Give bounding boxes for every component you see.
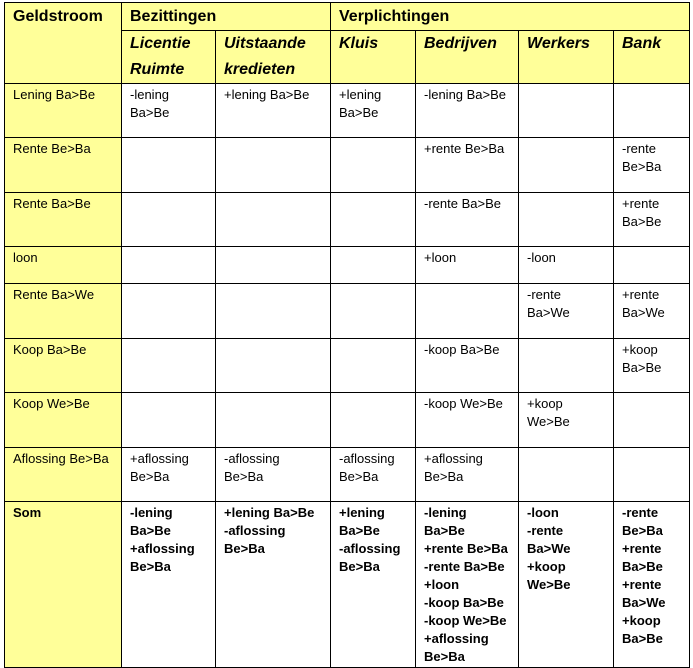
table-cell: -rente Ba>Be [416, 193, 519, 247]
table-cell [216, 339, 331, 393]
table-cell: -loon -rente Ba>We +koop We>Be [519, 502, 614, 668]
row-label: Koop We>Be [5, 393, 122, 448]
header-uitstaande-kredieten: Uitstaande kredieten [216, 31, 331, 84]
header-bezittingen: Bezittingen [122, 3, 331, 31]
header-bedrijven: Bedrijven [416, 31, 519, 84]
table-cell: -aflossing Be>Ba [331, 448, 416, 502]
table-cell: -lening Ba>Be +aflossing Be>Ba [122, 502, 216, 668]
header-kluis: Kluis [331, 31, 416, 84]
table-cell: -lening Ba>Be [122, 84, 216, 138]
table-cell [331, 193, 416, 247]
table-cell [216, 247, 331, 284]
table-cell: +lening Ba>Be [331, 84, 416, 138]
table-cell: +rente Ba>We [614, 284, 690, 339]
header-licentie-ruimte: Licentie Ruimte [122, 31, 216, 84]
table-cell [416, 284, 519, 339]
table-row [5, 138, 690, 193]
som-row [5, 502, 690, 668]
row-label: loon [5, 247, 122, 284]
table-cell: -rente Be>Ba [614, 138, 690, 193]
table-row [5, 339, 690, 393]
table-cell [614, 84, 690, 138]
table-cell [331, 393, 416, 448]
table-cell [216, 193, 331, 247]
table-cell: -aflossing Be>Ba [216, 448, 331, 502]
table-cell [122, 138, 216, 193]
row-label: Rente Be>Ba [5, 138, 122, 193]
header-verplichtingen: Verplichtingen [331, 3, 690, 31]
table-row [5, 284, 690, 339]
table-row [5, 448, 690, 502]
table-cell: +rente Ba>Be [614, 193, 690, 247]
table-cell [331, 247, 416, 284]
table-cell: +lening Ba>Be [216, 84, 331, 138]
table-cell [519, 193, 614, 247]
table-cell: +aflossing Be>Ba [416, 448, 519, 502]
table-cell [331, 284, 416, 339]
table-cell: -loon [519, 247, 614, 284]
table-cell: -koop We>Be [416, 393, 519, 448]
table-cell [122, 284, 216, 339]
table-cell: +loon [416, 247, 519, 284]
header-row-groups [5, 3, 690, 31]
header-bank: Bank [614, 31, 690, 84]
table-cell: -koop Ba>Be [416, 339, 519, 393]
table-cell: +aflossing Be>Ba [122, 448, 216, 502]
header-geldstroom: Geldstroom [5, 3, 122, 84]
table-cell: -lening Ba>Be +rente Be>Ba -rente Ba>Be +loon -koop Ba>Be -koop We>Be +aflossing Be>Ba [416, 502, 519, 668]
table-cell: +koop Ba>Be [614, 339, 690, 393]
table-cell [614, 448, 690, 502]
table-cell [216, 284, 331, 339]
table-cell [519, 339, 614, 393]
table-cell [519, 84, 614, 138]
row-label: Lening Ba>Be [5, 84, 122, 138]
row-label: Som [5, 502, 122, 668]
table-cell [122, 247, 216, 284]
table-row [5, 393, 690, 448]
table-body [5, 3, 690, 668]
table-row [5, 84, 690, 138]
row-label: Aflossing Be>Ba [5, 448, 122, 502]
table-cell: +lening Ba>Be -aflossing Be>Ba [216, 502, 331, 668]
table-row [5, 247, 690, 284]
table-cell [614, 393, 690, 448]
row-label: Rente Ba>We [5, 284, 122, 339]
header-werkers: Werkers [519, 31, 614, 84]
row-label: Koop Ba>Be [5, 339, 122, 393]
row-label: Rente Ba>Be [5, 193, 122, 247]
table-cell: +rente Be>Ba [416, 138, 519, 193]
table-cell: -lening Ba>Be [416, 84, 519, 138]
table-row [5, 193, 690, 247]
table-cell [122, 193, 216, 247]
table-cell [122, 393, 216, 448]
table-cell [122, 339, 216, 393]
table-cell [216, 138, 331, 193]
table-cell [519, 448, 614, 502]
accounting-table [4, 2, 690, 668]
table-cell [519, 138, 614, 193]
table-cell: -rente Be>Ba +rente Ba>Be +rente Ba>We +koop Ba>Be [614, 502, 690, 668]
table-cell: +lening Ba>Be -aflossing Be>Ba [331, 502, 416, 668]
table-cell [216, 393, 331, 448]
table-cell [614, 247, 690, 284]
table-cell [331, 138, 416, 193]
table-cell [331, 339, 416, 393]
table-cell: +koop We>Be [519, 393, 614, 448]
table-cell: -rente Ba>We [519, 284, 614, 339]
